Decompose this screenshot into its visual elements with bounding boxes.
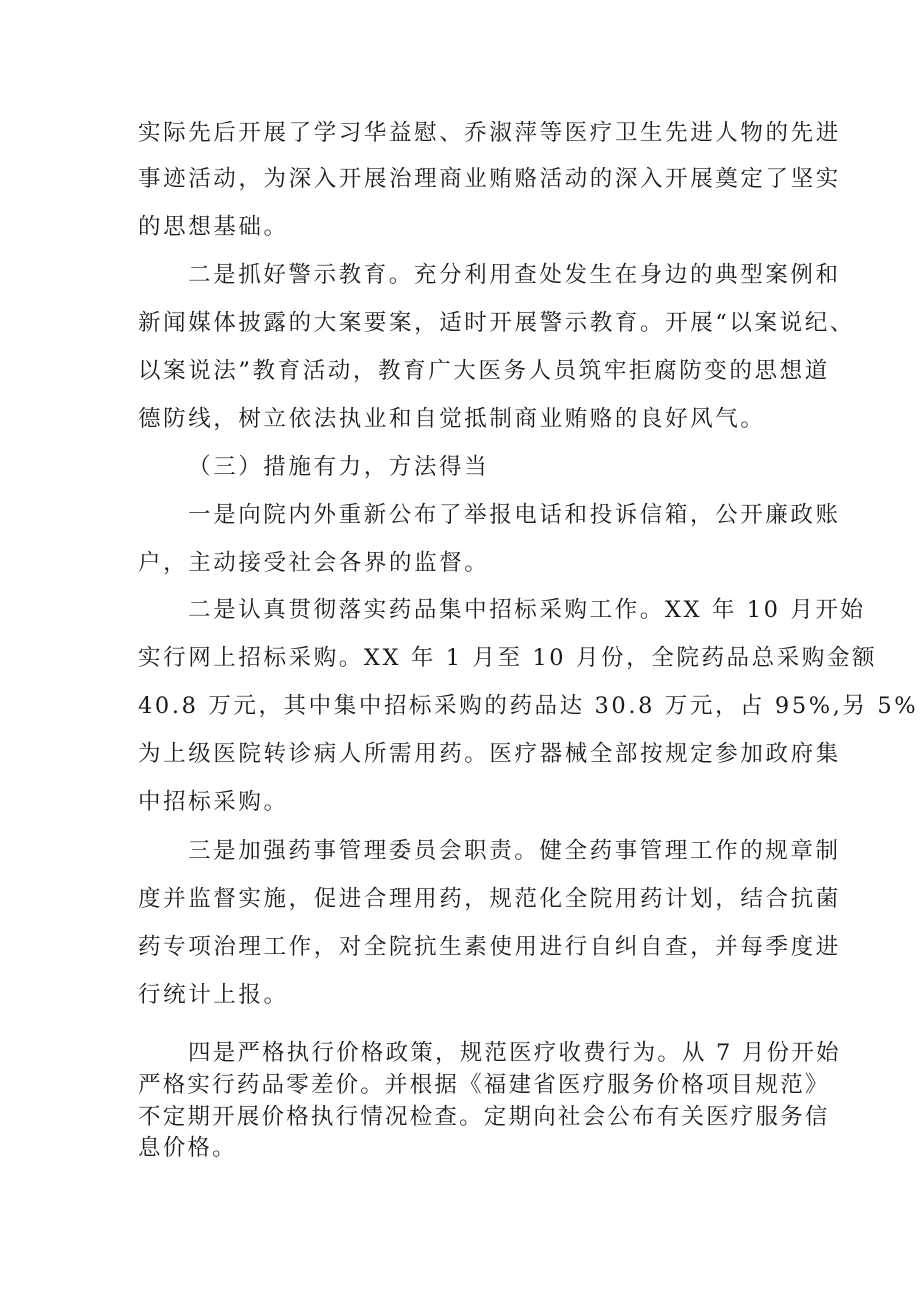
- paragraph-5-line-2: 度并监督实施，促进合理用药，规范化全院用药计划，结合抗菌: [138, 886, 841, 912]
- section-heading: （三）措施有力，方法得当: [188, 454, 490, 480]
- paragraph-2-line-3: 以案说法”教育活动，教育广大医务人员筑牢拒腐防变的思想道: [138, 358, 830, 384]
- paragraph-5-line-1: 三是加强药事管理委员会职责。健全药事管理工作的规章制: [188, 838, 841, 864]
- paragraph-6-line-3: 不定期开展价格执行情况检查。定期向社会公布有关医疗服务信: [138, 1104, 830, 1130]
- paragraph-5-line-3: 药专项治理工作，对全院抗生素使用进行自纠自查，并每季度进: [138, 934, 841, 960]
- paragraph-4-line-4: 为上级医院转诊病人所需用药。医疗器械全部按规定参加政府集: [138, 741, 841, 767]
- paragraph-1-line-2: 事迹活动，为深入开展治理商业贿赂活动的深入开展奠定了坚实: [138, 166, 841, 192]
- paragraph-6-line-4: 息价格。: [138, 1135, 237, 1161]
- paragraph-5-line-4: 行统计上报。: [138, 982, 289, 1008]
- paragraph-1-line-1: 实际先后开展了学习华益慰、乔淑萍等医疗卫生先进人物的先进: [138, 120, 841, 146]
- paragraph-4-line-1: 二是认真贯彻落实药品集中招标采购工作。XX 年 10 月开始: [188, 597, 866, 623]
- paragraph-4-line-3: 40.8 万元，其中集中招标采购的药品达 30.8 万元，占 95%,另 5%: [138, 693, 919, 719]
- paragraph-3-line-1: 一是向院内外重新公布了举报电话和投诉信箱，公开廉政账: [188, 502, 841, 528]
- paragraph-2-line-2: 新闻媒体披露的大案要案，适时开展警示教育。开展“以案说纪、: [138, 310, 855, 336]
- paragraph-2-line-1: 二是抓好警示教育。充分利用查处发生在身边的典型案例和: [188, 262, 841, 288]
- paragraph-1-line-3: 的思想基础。: [138, 214, 289, 240]
- paragraph-6-line-1: 四是严格执行价格政策，规范医疗收费行为。从 7 月份开始: [188, 1040, 841, 1066]
- paragraph-3-line-2: 户，主动接受社会各界的监督。: [138, 550, 490, 576]
- paragraph-4-line-2: 实行网上招标采购。XX 年 1 月至 10 月份，全院药品总采购金额: [138, 645, 878, 671]
- paragraph-6-line-2: 严格实行药品零差价。并根据《福建省医疗服务价格项目规范》: [138, 1072, 830, 1098]
- paragraph-4-line-5: 中招标采购。: [138, 789, 289, 815]
- paragraph-2-line-4: 德防线，树立依法执业和自觉抵制商业贿赂的良好风气。: [138, 406, 766, 432]
